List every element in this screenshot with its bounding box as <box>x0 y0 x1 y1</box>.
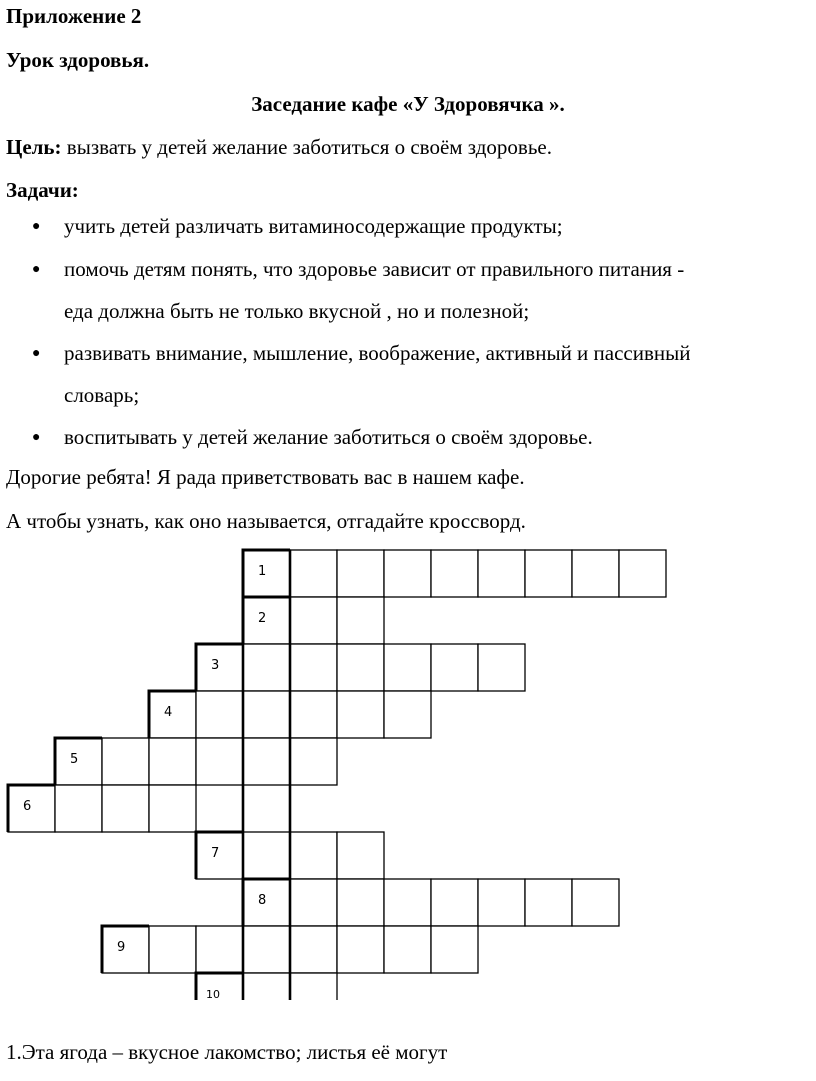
crossword-cell <box>149 738 196 785</box>
crossword-cell <box>290 644 337 691</box>
task-item-1: учить детей различать витаминосодержащие продукты; <box>64 214 563 238</box>
crossword-cell <box>525 879 572 926</box>
clue-number-10: 10 <box>206 988 220 1000</box>
crossword-cell <box>243 550 290 597</box>
clue-number-9: 9 <box>117 940 126 955</box>
bullet-icon: ● <box>32 346 41 361</box>
crossword-cell <box>196 691 243 738</box>
bullet-icon: ● <box>32 262 41 277</box>
crossword-cell <box>290 832 337 879</box>
crossword-cell <box>478 550 525 597</box>
crossword-cell <box>149 785 196 832</box>
crossword-cell <box>290 550 337 597</box>
crossword-cell <box>384 926 431 973</box>
task-item-3-line-2: словарь; <box>64 383 140 407</box>
crossword-cell <box>102 785 149 832</box>
crossword-cell <box>243 644 290 691</box>
goal-label: Цель: <box>6 135 62 159</box>
crossword-cell <box>290 597 337 644</box>
crossword-cell <box>290 926 337 973</box>
crossword-cell <box>196 644 243 691</box>
bullet-icon: ● <box>32 430 41 445</box>
crossword-cell <box>102 738 149 785</box>
crossword-cell <box>384 550 431 597</box>
goal-text: вызвать у детей желание заботиться о своём здоровье. <box>61 135 552 159</box>
crossword-cell <box>55 738 102 785</box>
crossword-cell <box>431 879 478 926</box>
crossword-cell <box>572 879 619 926</box>
clue-number-8: 8 <box>258 893 267 908</box>
lesson-title: Урок здоровья. <box>6 48 150 72</box>
crossword-cell <box>290 879 337 926</box>
document-title: Заседание кафе «У Здоровячка ». <box>251 92 565 116</box>
crossword-cell <box>337 597 384 644</box>
crossword-cell <box>55 785 102 832</box>
clue-number-7: 7 <box>211 846 220 861</box>
crossword-cell <box>572 550 619 597</box>
crossword-cell <box>290 691 337 738</box>
crossword-cell <box>243 738 290 785</box>
crossword-cell <box>337 832 384 879</box>
crossword-cell <box>196 926 243 973</box>
crossword-cell <box>243 973 290 1000</box>
clue-number-2: 2 <box>258 611 267 626</box>
task-item-4: воспитывать у детей желание заботиться о своём здоровье. <box>64 425 593 449</box>
crossword-cell <box>619 550 666 597</box>
crossword-cell <box>290 973 337 1000</box>
task-item-2-line-1: помочь детям понять, что здоровье зависит от правильного питания - <box>64 257 685 281</box>
crossword-cell <box>431 926 478 973</box>
crossword-cell <box>431 550 478 597</box>
crossword-cell <box>384 691 431 738</box>
tasks-label: Задачи: <box>6 178 79 202</box>
task-item-2-line-2: еда должна быть не только вкусной , но и полезной; <box>64 299 530 323</box>
clue-number-6: 6 <box>23 799 32 814</box>
crossword-cell <box>243 879 290 926</box>
clue-1-text: 1.Эта ягода – вкусное лакомство; листья её могут <box>6 1040 448 1064</box>
crossword-cell <box>431 644 478 691</box>
crossword-cell <box>196 832 243 879</box>
crossword-cell <box>337 926 384 973</box>
crossword-cell <box>478 644 525 691</box>
appendix-label: Приложение 2 <box>6 4 142 28</box>
clue-number-3: 3 <box>211 658 220 673</box>
crossword-cell <box>149 691 196 738</box>
goal-paragraph <box>6 135 552 159</box>
crossword-cell <box>196 738 243 785</box>
crossword-cell <box>102 926 149 973</box>
crossword-cell <box>337 550 384 597</box>
crossword-cell <box>478 879 525 926</box>
crossword-grid <box>0 540 816 1000</box>
crossword-cell <box>384 644 431 691</box>
crossword-cell <box>525 550 572 597</box>
task-item-3-line-1: развивать внимание, мышление, воображение, активный и пассивный <box>64 341 691 365</box>
greeting-text: Дорогие ребята! Я рада приветствовать вас в нашем кафе. <box>6 465 525 489</box>
instruction-text: А чтобы узнать, как оно называется, отгадайте кроссворд. <box>6 509 526 533</box>
clue-number-4: 4 <box>164 705 173 720</box>
crossword-cell <box>149 926 196 973</box>
crossword-cell <box>8 785 55 832</box>
crossword-cell <box>337 691 384 738</box>
crossword-cell <box>243 832 290 879</box>
clue-number-1: 1 <box>258 564 267 579</box>
crossword-cell <box>337 644 384 691</box>
crossword-cell <box>243 597 290 644</box>
crossword-cell <box>243 926 290 973</box>
crossword-cell <box>243 691 290 738</box>
crossword-cell <box>290 738 337 785</box>
clue-number-5: 5 <box>70 752 79 767</box>
bullet-icon: ● <box>32 219 41 234</box>
crossword-cell <box>384 879 431 926</box>
crossword-cell <box>337 879 384 926</box>
